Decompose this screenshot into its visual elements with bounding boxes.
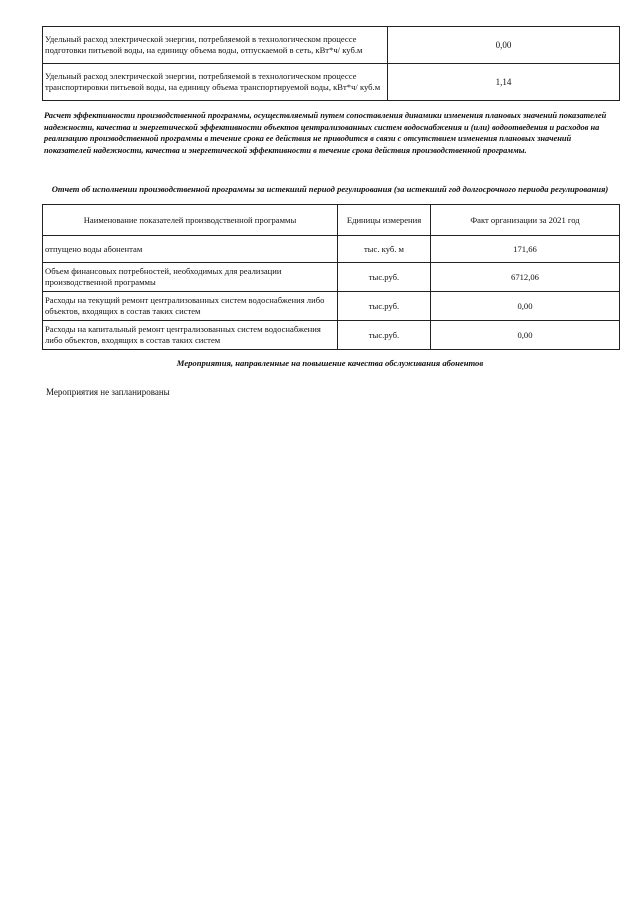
table-row — [43, 236, 620, 263]
value-cell: 0,00 — [431, 321, 620, 350]
table-header-row — [43, 205, 620, 236]
table-row — [43, 27, 620, 64]
value-cell: 0,00 — [431, 292, 620, 321]
table-row — [43, 321, 620, 350]
indicator-cell: Расходы на текущий ремонт централизованных систем водоснабжения либо объектов, входящих в состав таких систем — [43, 292, 338, 321]
unit-cell: тыс.руб. — [338, 263, 431, 292]
row-value: 1,14 — [388, 64, 620, 101]
header-cell: Наименование показателей производственной программы — [43, 205, 338, 236]
unit-cell: тыс.руб. — [338, 292, 431, 321]
value-cell: 6712,06 — [431, 263, 620, 292]
table-row — [43, 263, 620, 292]
row-label: Удельный расход электрической энергии, потребляемой в технологическом процессе подготовки питьевой воды, на единицу объема воды, отпускаемой в сеть, кВт*ч/ куб.м — [43, 27, 388, 64]
unit-cell: тыс. куб. м — [338, 236, 431, 263]
header-cell: Единицы измерения — [338, 205, 431, 236]
measures-title: Мероприятия, направленные на повышение качества обслуживания абонентов — [176, 358, 484, 368]
indicator-cell: Объем финансовых потребностей, необходимых для реализации производственной программы — [43, 263, 338, 292]
measures-text: Мероприятия не запланированы — [46, 387, 170, 397]
efficiency-paragraph: Расчет эффективности производственной программы, осуществляемый путем сопоставления динамики изменения плановых значений показателей надежности, качества и энергетической эффективности объектов централизованных систем водоснабжения и (или) водоотведения и расходов на реализацию производственной программы в течение срока ее действия не приводится в связи с отсутствием изменения плановых значений показателей надежности, качества и энергетической эффективности в течение срока действия производственной программы. — [44, 111, 607, 155]
unit-cell: тыс.руб. — [338, 321, 431, 350]
report-title: Отчет об исполнении производственной программы за истекший период регулирования (за истекший год долгосрочного периода регулирования) — [51, 184, 609, 194]
report-table — [42, 204, 620, 350]
row-label: Удельный расход электрической энергии, потребляемой в технологическом процессе транспортировки питьевой воды, на единицу объема транспортируемой воды, кВт*ч/ куб.м — [43, 64, 388, 101]
table-row — [43, 292, 620, 321]
indicator-cell: Расходы на капитальный ремонт централизованных систем водоснабжения либо объектов, входящих в состав таких систем — [43, 321, 338, 350]
indicator-cell: отпущено воды абонентам — [43, 236, 338, 263]
row-value: 0,00 — [388, 27, 620, 64]
value-cell: 171,66 — [431, 236, 620, 263]
header-cell: Факт организации за 2021 год — [431, 205, 620, 236]
table-row — [43, 64, 620, 101]
energy-consumption-table — [42, 26, 620, 101]
